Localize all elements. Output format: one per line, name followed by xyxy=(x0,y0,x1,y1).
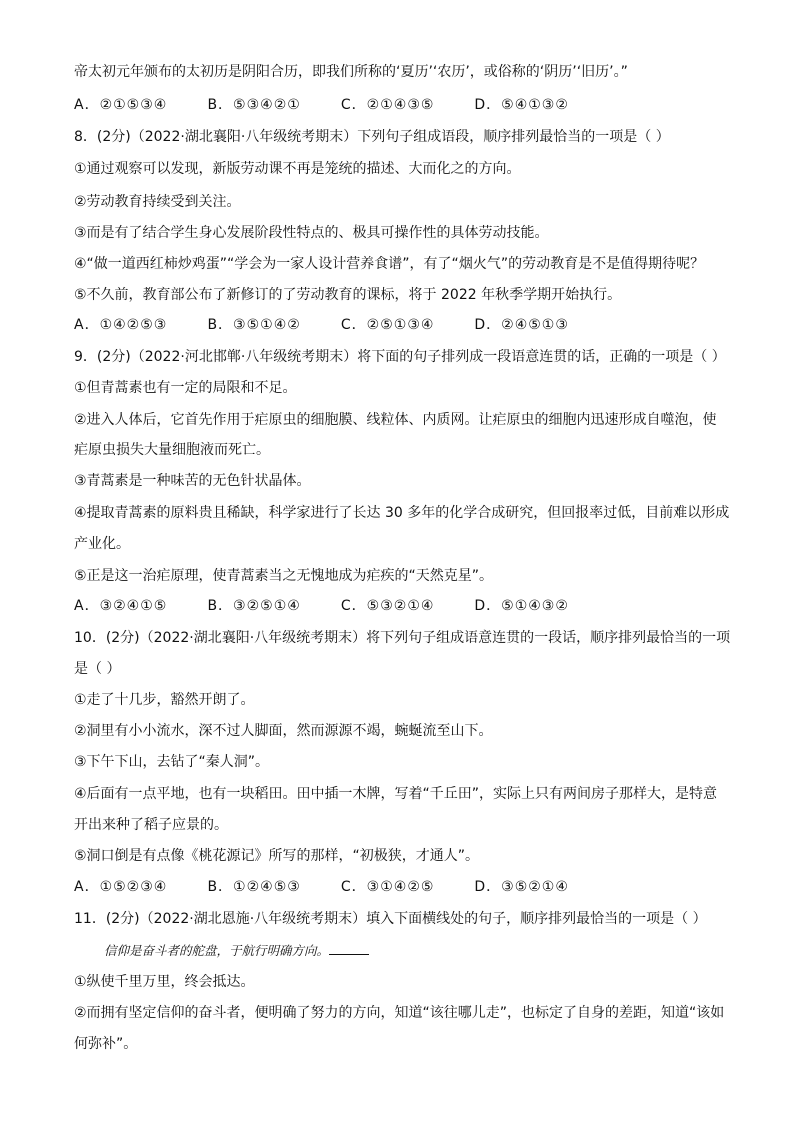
q10-option-a[interactable]: A．①⑤②③④ xyxy=(74,879,168,895)
q9-option-c[interactable]: C．⑤③②①④ xyxy=(340,598,435,614)
q10-stem-line-2: 是（ ） xyxy=(74,661,121,677)
q10-option-d[interactable]: D．③⑤②①④ xyxy=(474,879,569,895)
q11-sentence-2-line-1: ②而拥有坚定信仰的奋斗者，便明确了努力的方向，知道“该往哪儿走”，也标定了自身的差距，知道“该如 xyxy=(74,1005,725,1021)
q10-sentence-4-line-2: 开出来种了稻子应景的。 xyxy=(74,817,228,833)
q7-stem-continuation: 帝太初元年颁布的太初历是阴阳合历，即我们所称的‘夏历’‘农历’，或俗称的‘阴历’‘旧历’。” xyxy=(74,64,628,80)
q9-sentence-2-line-2: 疟原虫损失大量细胞液而死亡。 xyxy=(74,442,270,458)
q7-options xyxy=(74,95,734,115)
q11-blank[interactable] xyxy=(329,942,369,955)
q7-option-d[interactable]: D．⑤④①③② xyxy=(474,97,569,113)
q8-option-d[interactable]: D．②④⑤①③ xyxy=(474,317,569,333)
q8-stem: 8．(2分)（2022·湖北襄阳·八年级统考期末）下列句子组成语段，顺序排列最恰当的一项是（ ） xyxy=(74,129,670,145)
q9-sentence-2-line-1: ②进入人体后，它首先作用于疟原虫的细胞膜、线粒体、内质网。让疟原虫的细胞内迅速形成自噬泡，使 xyxy=(74,412,717,428)
q8-sentence-5: ⑤不久前，教育部公布了新修订的了劳动教育的课标，将于 2022 年秋季学期开始执行。 xyxy=(74,287,622,303)
q8-sentence-4: ④“做一道西红柿炒鸡蛋”“学会为一家人设计营养食谱”，有了“烟火气”的劳动教育是不是值得期待呢？ xyxy=(74,256,705,272)
q11-sentence-2-line-2: 何弥补”。 xyxy=(74,1036,138,1052)
q10-sentence-4-line-1: ④后面有一点平地，也有一块稻田。田中插一木牌，写着“千丘田”，实际上只有两间房子那样大，是特意 xyxy=(74,786,718,802)
q9-sentence-4-line-2: 产业化。 xyxy=(74,536,130,552)
q10-sentence-1: ①走了十几步，豁然开朗了。 xyxy=(74,692,255,708)
q11-sentence-1: ①纵使千里万里，终会抵达。 xyxy=(74,974,255,990)
q8-options xyxy=(74,315,734,335)
q11-quote-line xyxy=(104,941,734,961)
q10-stem-line-1: 10．(2分)（2022·湖北襄阳·八年级统考期末）将下列句子组成语意连贯的一段话，顺序排列最恰当的一项 xyxy=(74,630,731,646)
q9-sentence-5: ⑤正是这一治疟原理，使青蒿素当之无愧地成为疟疾的“天然克星”。 xyxy=(74,568,494,584)
q10-sentence-5: ⑤洞口倒是有点像《桃花源记》所写的那样，“初极狭，才通人”。 xyxy=(74,848,480,864)
q10-option-b[interactable]: B．①②④⑤③ xyxy=(207,879,301,895)
q9-option-b[interactable]: B．③②⑤①④ xyxy=(207,598,301,614)
q9-options xyxy=(74,596,734,616)
q9-sentence-3: ③青蒿素是一种味苦的无色针状晶体。 xyxy=(74,473,311,489)
q8-option-b[interactable]: B．③⑤①④② xyxy=(207,317,301,333)
q9-option-d[interactable]: D．⑤①④③② xyxy=(474,598,569,614)
q10-option-c[interactable]: C．③①④②⑤ xyxy=(340,879,435,895)
q10-sentence-3: ③下午下山，去钻了“秦人洞”。 xyxy=(74,754,270,770)
q9-sentence-4-line-1: ④提取青蒿素的原料贵且稀缺，科学家进行了长达 30 多年的化学合成研究，但回报率过低，目前难以形成 xyxy=(74,505,730,521)
q8-sentence-1: ①通过观察可以发现，新版劳动课不再是笼统的描述、大而化之的方向。 xyxy=(74,161,521,177)
q8-option-c[interactable]: C．②⑤①③④ xyxy=(340,317,435,333)
q8-option-a[interactable]: A．①④②⑤③ xyxy=(74,317,168,333)
q10-options xyxy=(74,877,734,897)
q11-quote: 信仰是奋斗者的舵盘，于航行明确方向。 xyxy=(104,943,330,958)
q7-option-b[interactable]: B．⑤③④②① xyxy=(207,97,301,113)
q9-option-a[interactable]: A．③②④①⑤ xyxy=(74,598,168,614)
q8-sentence-2: ②劳动教育持续受到关注。 xyxy=(74,194,241,210)
q9-sentence-1: ①但青蒿素也有一定的局限和不足。 xyxy=(74,380,297,396)
q7-option-c[interactable]: C．②①④③⑤ xyxy=(340,97,435,113)
q8-sentence-3: ③而是有了结合学生身心发展阶段性特点的、极具可操作性的具体劳动技能。 xyxy=(74,225,549,241)
q7-option-a[interactable]: A．②①⑤③④ xyxy=(74,97,168,113)
q9-stem: 9．(2分)（2022·河北邯郸·八年级统考期末）将下面的句子排列成一段语意连贯的话，正确的一项是（ ） xyxy=(74,349,726,365)
q10-sentence-2: ②洞里有小小流水，深不过人脚面，然而源源不竭，蜿蜒流至山下。 xyxy=(74,723,493,739)
q11-stem: 11．(2分)（2022·湖北恩施·八年级统考期末）填入下面横线处的句子，顺序排列最恰当的一项是（ ） xyxy=(74,911,707,927)
